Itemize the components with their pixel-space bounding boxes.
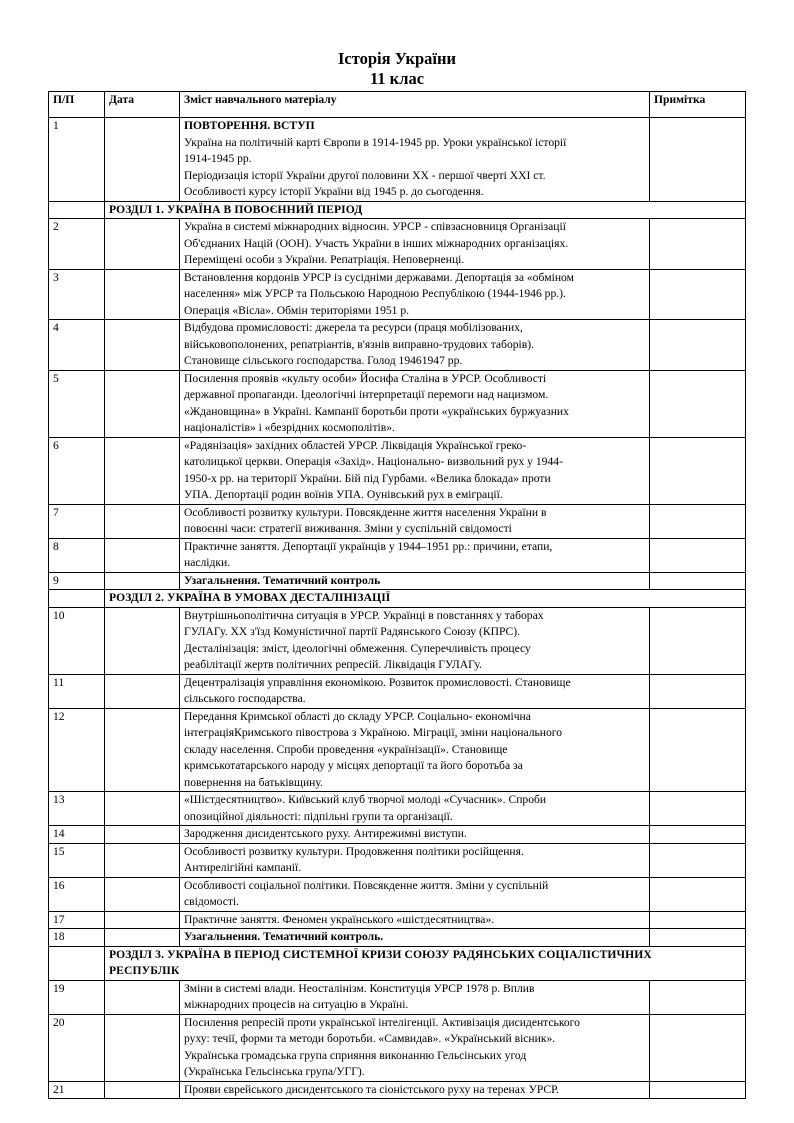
- row-content-line: Передання Кримської області до складу УРСР. Соціально- економічна: [184, 709, 531, 723]
- row-content-line: наслідки.: [184, 556, 231, 569]
- row-note: [650, 118, 746, 202]
- row-content-line: Практичне заняття. Феномен українського «шістдесятництва».: [184, 912, 495, 926]
- row-content: [180, 843, 650, 877]
- section-row: [49, 201, 746, 219]
- row-content-line: повернення на батьківщину.: [184, 775, 323, 789]
- table-row: [49, 674, 746, 708]
- row-note: [650, 538, 746, 572]
- row-content-line: націоналістів» і «безрідних космополітів».: [184, 421, 395, 434]
- row-content-line: державної пропаганди. Ідеологічні інтерпретації перемоги над нацизмом.: [184, 388, 549, 401]
- row-number: 13: [49, 792, 105, 826]
- row-date: [105, 1014, 180, 1081]
- row-content: [180, 269, 650, 320]
- table-row: [49, 572, 746, 590]
- row-note: [650, 708, 746, 792]
- table-row: [49, 929, 746, 947]
- row-number: 16: [49, 877, 105, 911]
- row-number-cell: [49, 946, 105, 980]
- row-content: [180, 708, 650, 792]
- row-content-line: Особливості курсу історії України від 1945 р. до сьогодення.: [184, 185, 484, 198]
- table-row: [49, 843, 746, 877]
- row-number-cell: [49, 590, 105, 608]
- row-content-line: «Ждановщина» в Україні. Кампанії боротьби проти «українських буржуазних: [184, 404, 569, 418]
- row-content: [180, 437, 650, 504]
- row-content-line: Внутрішньополітична ситуація в УРСР. Українці в повстаннях у таборах: [184, 608, 544, 622]
- row-number: 17: [49, 911, 105, 929]
- row-content: [180, 826, 650, 844]
- row-content: [180, 538, 650, 572]
- section-title: РОЗДІЛ 2. УКРАЇНА В УМОВАХ ДЕСТАЛІНІЗАЦІЇ: [105, 590, 746, 608]
- row-content-line: «Шістдесятництво». Київський клуб творчої молоді «Сучасник». Спроби: [184, 793, 547, 806]
- row-content-line: Операція «Вісла». Обмін територіями 1951 р.: [184, 303, 410, 317]
- row-number: 5: [49, 370, 105, 437]
- row-content: [180, 370, 650, 437]
- row-date: [105, 792, 180, 826]
- row-note: [650, 320, 746, 371]
- table-row: [49, 1081, 746, 1099]
- row-content-line: (Українська Гельсінська група/УГГ).: [184, 1065, 365, 1078]
- row-heading: ПОВТОРЕННЯ. ВСТУП: [184, 119, 315, 132]
- row-content-line: військовополонених, репатріантів, в'язнів виправно-трудових таборів).: [184, 337, 535, 351]
- row-content-line: Узагальнення. Тематичний контроль.: [184, 930, 384, 943]
- row-content-line: Переміщені особи з України. Репатріація. Неповерненці.: [184, 253, 465, 266]
- row-content: [180, 674, 650, 708]
- row-content-line: Становище сільського господарства. Голод 19461947 рр.: [184, 354, 463, 367]
- row-content-line: Встановлення кордонів УРСР із сусідніми державами. Депортація за «обміном: [184, 270, 574, 284]
- row-content-line: Українська громадська група сприяння виконанню Гельсінських угод: [184, 1048, 527, 1062]
- row-date: [105, 877, 180, 911]
- row-content: [180, 607, 650, 674]
- row-note: [650, 1014, 746, 1081]
- row-number: 1: [49, 118, 105, 202]
- row-content: [180, 572, 650, 590]
- row-content-line: Антирелігійні кампанії.: [184, 861, 302, 874]
- row-date: [105, 572, 180, 590]
- row-note: [650, 877, 746, 911]
- row-date: [105, 504, 180, 538]
- document-title: Історія України: [338, 49, 456, 68]
- section-title-line: РЕСПУБЛІК: [109, 964, 180, 977]
- row-content-line: населення» між УРСР та Польською Народною Республікою (1944-1946 рр.).: [184, 287, 566, 300]
- table-body: [49, 118, 746, 1099]
- header-num: П/П: [49, 92, 105, 118]
- row-number: 18: [49, 929, 105, 947]
- row-content-line: реабілітації жертв політичних репресій. Ліквідація ГУЛАГу.: [184, 658, 482, 671]
- row-content-line: Відбудова промисловості: джерела та ресурси (праця мобілізованих,: [184, 321, 523, 334]
- row-content-line: Узагальнення. Тематичний контроль: [184, 573, 381, 587]
- row-date: [105, 1081, 180, 1099]
- row-number: 19: [49, 980, 105, 1014]
- row-number: 10: [49, 607, 105, 674]
- row-number: 20: [49, 1014, 105, 1081]
- row-content: [180, 219, 650, 270]
- table-row: [49, 269, 746, 320]
- table-row: [49, 877, 746, 911]
- row-content-line: «Радянізація» західних областей УРСР. Ліквідація Української греко-: [184, 438, 527, 452]
- header-date: Дата: [105, 92, 180, 118]
- row-note: [650, 572, 746, 590]
- row-content: [180, 792, 650, 826]
- section-title-line: РОЗДІЛ 3. УКРАЇНА В ПЕРІОД СИСТЕМНОЇ КРИЗИ СОЮЗУ РАДЯНСЬКИХ СОЦІАЛІСТИЧНИХ: [109, 947, 652, 961]
- row-content: [180, 980, 650, 1014]
- row-date: [105, 607, 180, 674]
- row-content-line: 1914-1945 рр.: [184, 152, 252, 165]
- row-content-line: 1950-х рр. на території України. Бій під Гурбами. «Велика блокада» проти: [184, 471, 551, 485]
- row-content-line: Об'єднаних Націй (ООН). Участь України в інших міжнародних організаціях.: [184, 236, 569, 250]
- table-row: [49, 911, 746, 929]
- section-row: [49, 946, 746, 980]
- row-content: [180, 504, 650, 538]
- row-content-line: кримськотатарського народу у місцях депортації та його боротьба за: [184, 759, 523, 772]
- table-row: [49, 607, 746, 674]
- row-content-line: Прояви єврейського дисидентського та сіоністського руху на теренах УРСР.: [184, 1082, 560, 1096]
- row-note: [650, 269, 746, 320]
- table-row: [49, 980, 746, 1014]
- row-number: 3: [49, 269, 105, 320]
- row-content-line: міжнародних процесів на ситуацію в Україні.: [184, 998, 409, 1011]
- row-number: 14: [49, 826, 105, 844]
- row-content-line: Посилення репресій проти української інтелігенції. Активізація дисидентського: [184, 1015, 580, 1029]
- table-row: [49, 538, 746, 572]
- row-date: [105, 911, 180, 929]
- row-note: [650, 1081, 746, 1099]
- row-number: 21: [49, 1081, 105, 1099]
- row-content-line: Практичне заняття. Депортації українців у 1944–1951 рр.: причини, етапи,: [184, 539, 553, 553]
- row-note: [650, 219, 746, 270]
- table-row: [49, 118, 746, 202]
- row-content: [180, 320, 650, 371]
- table-row: [49, 708, 746, 792]
- row-date: [105, 269, 180, 320]
- row-note: [650, 911, 746, 929]
- document-subtitle: 11 клас: [369, 69, 425, 88]
- table-row: [49, 437, 746, 504]
- table-row: [49, 1014, 746, 1081]
- row-note: [650, 980, 746, 1014]
- row-number: 6: [49, 437, 105, 504]
- row-note: [650, 504, 746, 538]
- row-number: 9: [49, 572, 105, 590]
- row-note: [650, 843, 746, 877]
- row-note: [650, 370, 746, 437]
- table-row: [49, 826, 746, 844]
- row-content-line: Особливості розвитку культури. Продовження політики російщення.: [184, 844, 524, 858]
- row-content-line: повоєнні часи: стратегії виживання. Зміни у суспільній свідомості: [184, 522, 512, 535]
- row-content-line: Зміни в системі влади. Неосталінізм. Конституція УРСР 1978 р. Вплив: [184, 981, 535, 995]
- row-content-line: Україна в системі міжнародних відносин. УРСР - співзасновниця Організації: [184, 220, 566, 233]
- table-row: [49, 320, 746, 371]
- header-note: Примітка: [650, 92, 746, 118]
- row-date: [105, 708, 180, 792]
- row-date: [105, 437, 180, 504]
- document-header: [0, 49, 794, 89]
- row-content-line: свідомості.: [184, 895, 240, 908]
- row-content: [180, 911, 650, 929]
- table-header-row: [49, 92, 746, 118]
- section-title: [105, 946, 746, 980]
- table-row: [49, 370, 746, 437]
- row-number: 11: [49, 674, 105, 708]
- row-date: [105, 219, 180, 270]
- row-note: [650, 792, 746, 826]
- row-content-line: ГУЛАГу. ХХ з'їзд Комуністичної партії Радянського Союзу (КПРС).: [184, 625, 521, 638]
- table-row: [49, 219, 746, 270]
- row-date: [105, 320, 180, 371]
- row-number: 2: [49, 219, 105, 270]
- row-note: [650, 929, 746, 947]
- section-row: [49, 590, 746, 608]
- row-content-line: Україна на політичній карті Європи в 1914-1945 рр. Уроки української історії: [184, 135, 567, 149]
- row-content-line: Посилення проявів «культу особи» Йосифа Сталіна в УРСР. Особливості: [184, 371, 547, 385]
- row-content-line: УПА. Депортації родин воїнів УПА. Оунівський рух в еміграції.: [184, 488, 503, 501]
- table-row: [49, 504, 746, 538]
- row-date: [105, 843, 180, 877]
- row-content: [180, 877, 650, 911]
- row-content-line: Зародження дисидентського руху. Антирежимні виступи.: [184, 827, 467, 840]
- row-number: 4: [49, 320, 105, 371]
- row-date: [105, 980, 180, 1014]
- row-number: 7: [49, 504, 105, 538]
- row-date: [105, 370, 180, 437]
- row-date: [105, 674, 180, 708]
- table-row: [49, 792, 746, 826]
- row-number-cell: [49, 201, 105, 219]
- row-content-line: Децентралізація управління економікою. Розвиток промисловості. Становище: [184, 675, 571, 689]
- row-date: [105, 118, 180, 202]
- row-date: [105, 538, 180, 572]
- row-number: 8: [49, 538, 105, 572]
- row-content-line: Особливості соціальної політики. Повсякденне життя. Зміни у суспільній: [184, 878, 549, 892]
- row-note: [650, 437, 746, 504]
- row-content: [180, 1014, 650, 1081]
- section-title: РОЗДІЛ 1. УКРАЇНА В ПОВОЄННИЙ ПЕРІОД: [105, 201, 746, 219]
- row-content-line: руху: течії, форми та методи боротьби. «Самвидав». «Український вісник».: [184, 1032, 556, 1045]
- row-number: 15: [49, 843, 105, 877]
- row-content: [180, 1081, 650, 1099]
- row-content-line: Періодизація історії України другої половини ХХ - першої чверті XXI ст.: [184, 168, 546, 182]
- curriculum-table: [48, 91, 746, 1099]
- row-date: [105, 929, 180, 947]
- row-content-line: католицької церкви. Операція «Захід». Національно- визвольний рух у 1944-: [184, 455, 563, 468]
- row-content-line: опозиційної діяльності: підпільні групи та організації.: [184, 809, 453, 823]
- row-content-line: інтеграціяКримського півострова з Україною. Міграції, зміни національного: [184, 726, 563, 739]
- row-content: [180, 118, 650, 202]
- row-content-line: сільського господарства.: [184, 692, 306, 705]
- row-content-line: складу населення. Спроби проведення «українізації». Становище: [184, 742, 508, 756]
- row-number: 12: [49, 708, 105, 792]
- row-content: [180, 929, 650, 947]
- row-note: [650, 826, 746, 844]
- row-content-line: Десталінізація: зміст, ідеологічні обмеження. Суперечливість процесу: [184, 641, 531, 655]
- header-content: Зміст навчального матеріалу: [180, 92, 650, 118]
- row-date: [105, 826, 180, 844]
- row-content-line: Особливості розвитку культури. Повсякденне життя населення України в: [184, 505, 547, 519]
- row-note: [650, 674, 746, 708]
- row-note: [650, 607, 746, 674]
